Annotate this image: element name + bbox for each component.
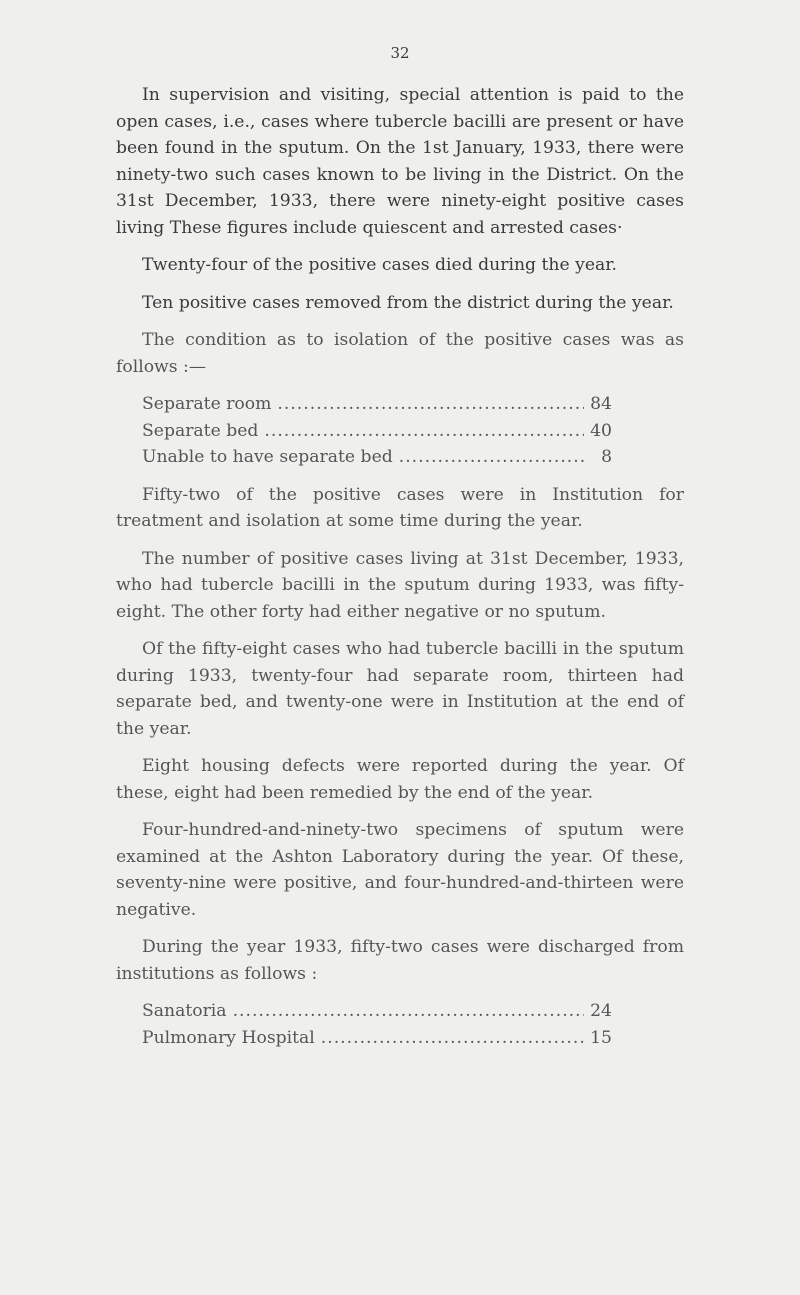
list-item-value: 8 xyxy=(601,447,612,467)
dot-leader xyxy=(277,391,584,418)
list-item xyxy=(142,1025,612,1052)
paragraph-discharged: During the year 1933, fifty-two cases were discharged from institutions as follows : xyxy=(116,937,684,984)
discharge-list xyxy=(116,998,684,1051)
list-item-value: 15 xyxy=(590,1027,612,1048)
paragraph-institution: Fifty-two of the positive cases were in Institution for treatment and isolation at some time during the year. xyxy=(116,484,684,531)
paragraph-housing: Eight housing defects were reported during the year. Of these, eight had been remedied by the end of the year. xyxy=(116,756,684,803)
paragraph-fifty-eight: Of the fifty-eight cases who had tubercle bacilli in the sputum during 1933, twenty-four had separate room, thirteen had separate bed, and twenty-one were in Institution at the end of the year. xyxy=(116,639,684,739)
dot-leader xyxy=(399,444,584,471)
paragraph-positive-count: The number of positive cases living at 31st December, 1933, who had tubercle bacilli in the sputum during 1933, was fifty-eight. The other forty had either negative or no sputum. xyxy=(116,548,684,622)
list-item xyxy=(142,998,612,1025)
list-item-label: Unable to have separate bed xyxy=(142,447,393,467)
document-body xyxy=(116,82,684,1062)
paragraph-open-cases: In supervision and visiting, special attention is paid to the open cases, i.e., cases where tubercle bacilli are present or have been found in the sputum. On the 1st January, 1933, there were ninety-two such cases known to be living in the District. On the 31st December, 1933, there were ninety-eight positive cases living These figures include quiescent and arrested cases· xyxy=(116,85,684,238)
page-number: 32 xyxy=(390,44,410,62)
paragraph-specimens: Four-hundred-and-ninety-two specimens of sputum were examined at the Ashton Laboratory during the year. Of these, seventy-nine were positive, and four-hundred-and-thirteen were negative. xyxy=(116,820,684,920)
list-item xyxy=(142,391,612,418)
list-item-label: Pulmonary Hospital xyxy=(142,1027,315,1048)
list-item-label: Sanatoria xyxy=(142,1001,227,1021)
list-item-value: 84 xyxy=(590,394,612,414)
list-item-value: 40 xyxy=(590,420,612,441)
paragraph-deaths: Twenty-four of the positive cases died during the year. xyxy=(142,255,618,275)
dot-leader xyxy=(233,998,584,1025)
list-item xyxy=(142,418,612,445)
paragraph-removals: Ten positive cases removed from the district during the year. xyxy=(142,292,674,313)
list-item-label: Separate bed xyxy=(142,420,259,441)
list-item xyxy=(142,444,612,471)
isolation-list xyxy=(116,391,684,471)
paragraph-isolation-intro: The condition as to isolation of the positive cases was as follows :— xyxy=(116,330,684,377)
dot-leader xyxy=(264,418,584,445)
list-item-value: 24 xyxy=(590,1001,612,1021)
dot-leader xyxy=(321,1025,584,1052)
list-item-label: Separate room xyxy=(142,394,272,414)
